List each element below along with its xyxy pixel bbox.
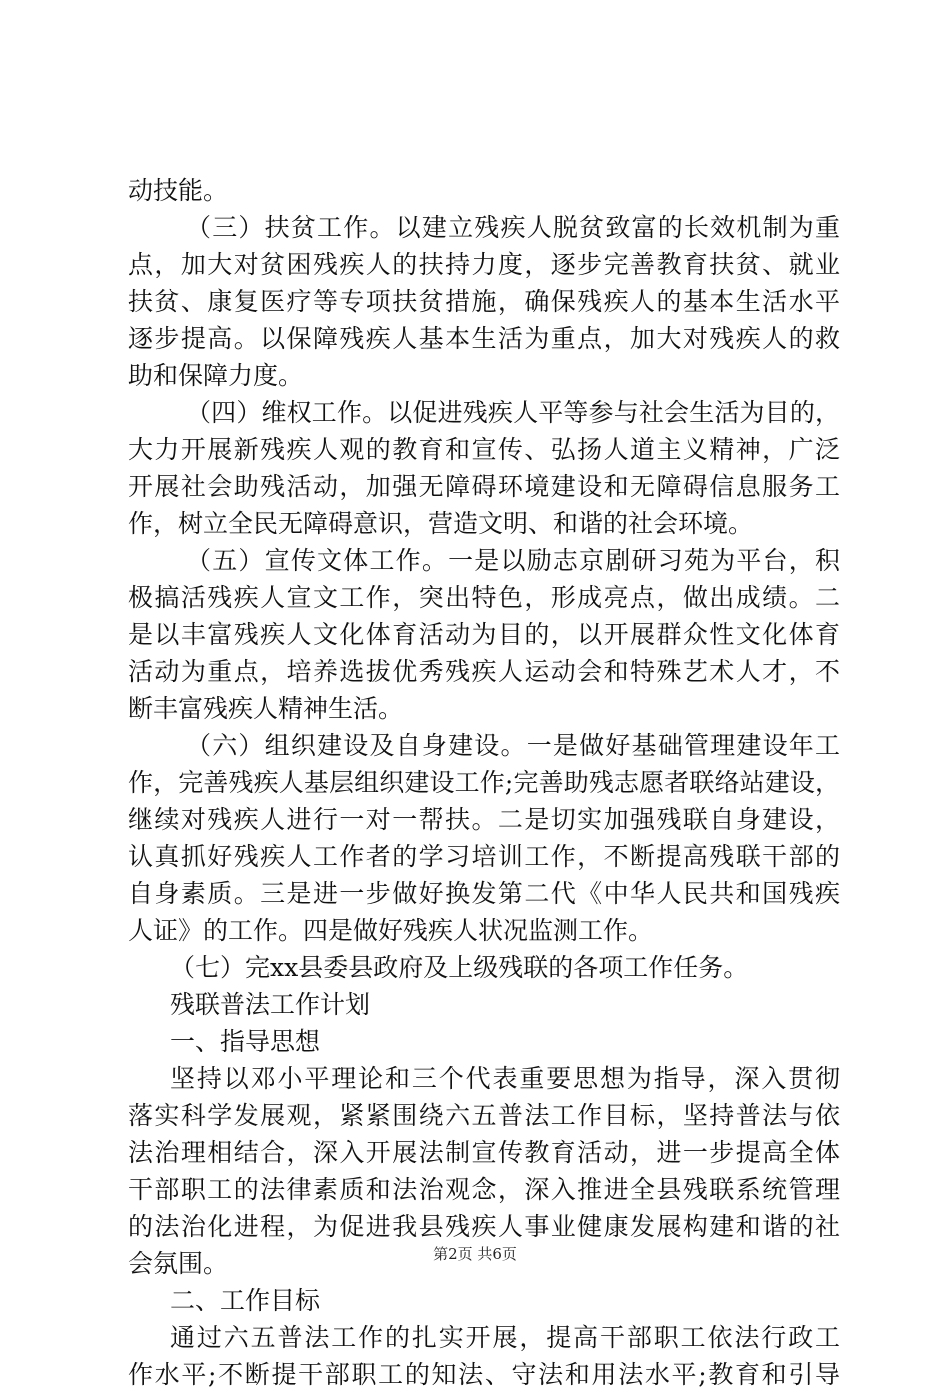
text-line: 是以丰富残疾人文化体育活动为目的，以开展群众性文化体育 — [128, 620, 840, 649]
text-line: 作水平;不断提干部职工的知法、守法和用法水平;教育和引导 — [128, 1360, 840, 1389]
document-body — [128, 172, 840, 1393]
text-line: 助和保障力度。 — [128, 361, 304, 390]
text-line: 动技能。 — [128, 176, 229, 205]
text-line: 作，完善残疾人基层组织建设工作;完善助残志愿者联络站建设， — [128, 768, 840, 797]
text-line: 活动为重点，培养选拔优秀残疾人运动会和特殊艺术人才，不 — [128, 657, 840, 686]
text-line: （六）组织建设及自身建设。一是做好基础管理建设年工 — [186, 731, 840, 760]
section-heading: 二、工作目标 — [170, 1286, 321, 1315]
text-line: （五）宣传文体工作。一是以励志京剧研习苑为平台，积 — [186, 546, 840, 575]
text-line: （三）扶贫工作。以建立残疾人脱贫致富的长效机制为重 — [186, 213, 840, 242]
text-line: 点，加大对贫困残疾人的扶持力度，逐步完善教育扶贫、就业 — [128, 250, 840, 279]
text-line: 法治理相结合，深入开展法制宣传教育活动，进一步提高全体 — [128, 1138, 840, 1167]
text-line: 断丰富残疾人精神生活。 — [128, 694, 404, 723]
text-line: 大力开展新残疾人观的教育和宣传、弘扬人道主义精神，广泛 — [128, 435, 840, 464]
text-line: （七）完xx县委县政府及上级残联的各项工作任务。 — [170, 953, 749, 982]
text-line: 干部职工的法律素质和法治观念，深入推进全县残联系统管理 — [128, 1175, 840, 1204]
text-line: 作，树立全民无障碍意识，营造文明、和谐的社会环境。 — [128, 509, 754, 538]
text-line: 人证》的工作。四是做好残疾人状况监测工作。 — [128, 916, 654, 945]
text-line: 继续对残疾人进行一对一帮扶。二是切实加强残联自身建设， — [128, 805, 840, 834]
text-line: 自身素质。三是进一步做好换发第二代《中华人民共和国残疾 — [128, 879, 840, 908]
text-line: 认真抓好残疾人工作者的学习培训工作，不断提高残联干部的 — [128, 842, 840, 871]
text-line: 逐步提高。以保障残疾人基本生活为重点，加大对残疾人的救 — [128, 324, 840, 353]
page-number: 第2页 共6页 — [433, 1245, 517, 1263]
text-line: 落实科学发展观，紧紧围绕六五普法工作目标，坚持普法与依 — [128, 1101, 840, 1130]
text-line: 扶贫、康复医疗等专项扶贫措施，确保残疾人的基本生活水平 — [128, 287, 840, 316]
section-title: 残联普法工作计划 — [170, 990, 371, 1019]
text-line: 的法治化进程，为促进我县残疾人事业健康发展构建和谐的社 — [128, 1212, 840, 1241]
text-line: 坚持以邓小平理论和三个代表重要思想为指导，深入贯彻 — [170, 1064, 840, 1093]
text-line: 极搞活残疾人宣文工作，突出特色，形成亮点，做出成绩。二 — [128, 583, 840, 612]
text-line: 会氛围。 — [128, 1249, 229, 1278]
text-line: （四）维权工作。以促进残疾人平等参与社会生活为目的， — [186, 398, 840, 427]
text-line: 通过六五普法工作的扎实开展，提高干部职工依法行政工 — [170, 1323, 840, 1352]
section-heading: 一、指导思想 — [170, 1027, 321, 1056]
text-line: 开展社会助残活动，加强无障碍环境建设和无障碍信息服务工 — [128, 472, 840, 501]
